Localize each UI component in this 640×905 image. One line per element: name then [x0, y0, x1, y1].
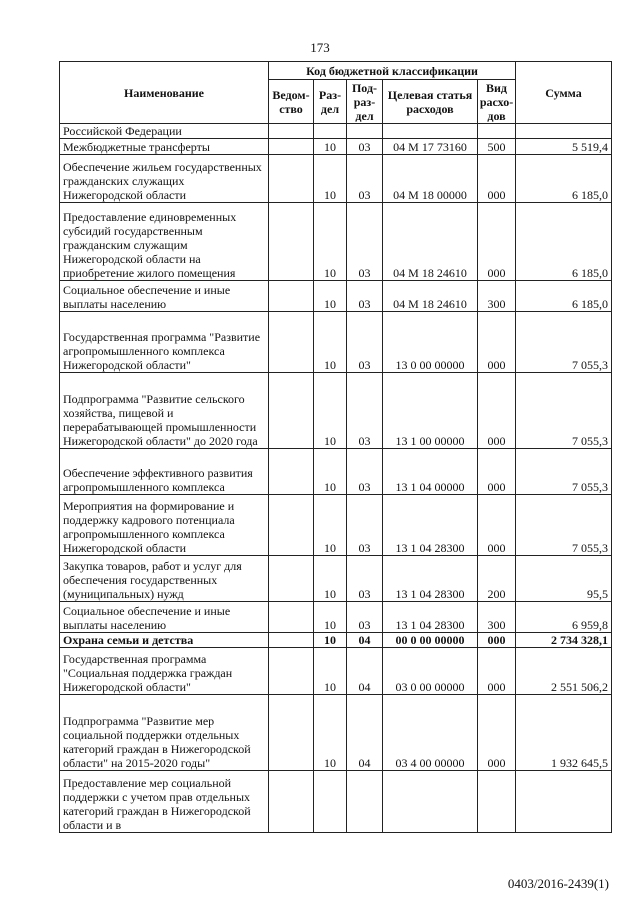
- table-row: [60, 648, 612, 695]
- row-vid: 000: [478, 633, 516, 648]
- row-name: Подпрограмма "Развитие мер социальной поддержки отдельных категорий граждан в Нижегородской области" на 2015-2020 годы": [60, 695, 269, 771]
- row-celevaya: 03 0 00 00000: [383, 648, 478, 695]
- row-razdel: 10: [314, 203, 347, 281]
- row-celevaya: 04 М 18 24610: [383, 203, 478, 281]
- row-podrazdel: 03: [347, 139, 383, 155]
- row-celevaya: [383, 771, 478, 833]
- row-podrazdel: 04: [347, 648, 383, 695]
- row-ved: [269, 203, 314, 281]
- header-razdel: Раз-дел: [314, 80, 347, 124]
- header-celevaya: Целевая статья расходов: [383, 80, 478, 124]
- row-sum: 2 734 328,1: [516, 633, 612, 648]
- row-name: Предоставление мер социальной поддержки с учетом прав отдельных категорий граждан в Нижегородской области и в: [60, 771, 269, 833]
- row-podrazdel: 03: [347, 556, 383, 602]
- table-row: [60, 281, 612, 312]
- header-name: Наименование: [60, 62, 269, 124]
- row-sum: 7 055,3: [516, 373, 612, 449]
- row-ved: [269, 602, 314, 633]
- table-row: [60, 556, 612, 602]
- table-row: [60, 495, 612, 556]
- row-celevaya: 13 1 00 00000: [383, 373, 478, 449]
- row-razdel: 10: [314, 373, 347, 449]
- row-razdel: [314, 124, 347, 139]
- header-sum: Сумма: [516, 62, 612, 124]
- row-razdel: 10: [314, 139, 347, 155]
- table-row: [60, 139, 612, 155]
- table-row: [60, 124, 612, 139]
- document-code: 0403/2016-2439(1): [507, 876, 609, 891]
- row-celevaya: [383, 124, 478, 139]
- row-name: Обеспечение жильем государственных гражданских служащих Нижегородской области: [60, 155, 269, 203]
- row-ved: [269, 124, 314, 139]
- row-razdel: 10: [314, 449, 347, 495]
- row-celevaya: 00 0 00 00000: [383, 633, 478, 648]
- table-row: [60, 449, 612, 495]
- row-vid: [478, 771, 516, 833]
- row-razdel: 10: [314, 602, 347, 633]
- row-sum: 6 185,0: [516, 155, 612, 203]
- table-row: [60, 203, 612, 281]
- row-razdel: 10: [314, 633, 347, 648]
- row-sum: 7 055,3: [516, 312, 612, 373]
- row-razdel: 10: [314, 648, 347, 695]
- row-podrazdel: 03: [347, 449, 383, 495]
- row-name: Охрана семьи и детства: [60, 633, 269, 648]
- row-ved: [269, 373, 314, 449]
- page-number: 173: [310, 40, 330, 55]
- row-sum: [516, 771, 612, 833]
- table-body: [60, 124, 612, 833]
- row-vid: 300: [478, 602, 516, 633]
- row-celevaya: 03 4 00 00000: [383, 695, 478, 771]
- row-name: Подпрограмма "Развитие сельского хозяйства, пищевой и перерабатывающей промышленности Нижегородской области" до 2020 года: [60, 373, 269, 449]
- row-vid: 300: [478, 281, 516, 312]
- row-name: Закупка товаров, работ и услуг для обеспечения государственных (муниципальных) нужд: [60, 556, 269, 602]
- row-ved: [269, 695, 314, 771]
- row-sum: 1 932 645,5: [516, 695, 612, 771]
- row-celevaya: 13 1 04 28300: [383, 602, 478, 633]
- row-sum: 95,5: [516, 556, 612, 602]
- row-name: Обеспечение эффективного развития агропромышленного комплекса: [60, 449, 269, 495]
- row-vid: 200: [478, 556, 516, 602]
- row-ved: [269, 281, 314, 312]
- row-ved: [269, 495, 314, 556]
- row-vid: 500: [478, 139, 516, 155]
- row-ved: [269, 449, 314, 495]
- table-row: [60, 155, 612, 203]
- row-celevaya: 13 1 04 28300: [383, 495, 478, 556]
- row-celevaya: 13 1 04 00000: [383, 449, 478, 495]
- row-celevaya: 04 М 17 73160: [383, 139, 478, 155]
- table-row: [60, 633, 612, 648]
- row-sum: 7 055,3: [516, 449, 612, 495]
- row-ved: [269, 155, 314, 203]
- row-podrazdel: [347, 771, 383, 833]
- table-row: [60, 602, 612, 633]
- row-name: Социальное обеспечение и иные выплаты населению: [60, 602, 269, 633]
- row-podrazdel: 03: [347, 155, 383, 203]
- row-podrazdel: [347, 124, 383, 139]
- row-podrazdel: 03: [347, 602, 383, 633]
- row-vid: 000: [478, 203, 516, 281]
- row-vid: 000: [478, 155, 516, 203]
- row-razdel: 10: [314, 155, 347, 203]
- row-celevaya: 04 М 18 00000: [383, 155, 478, 203]
- row-razdel: 10: [314, 495, 347, 556]
- row-name: Российской Федерации: [60, 124, 269, 139]
- row-name: Предоставление единовременных субсидий государственным гражданским служащим Нижегородской области на приобретение жилого помещения: [60, 203, 269, 281]
- row-vid: 000: [478, 495, 516, 556]
- row-podrazdel: 03: [347, 203, 383, 281]
- row-ved: [269, 139, 314, 155]
- row-podrazdel: 03: [347, 373, 383, 449]
- row-vid: 000: [478, 695, 516, 771]
- row-razdel: 10: [314, 281, 347, 312]
- row-ved: [269, 648, 314, 695]
- row-razdel: [314, 771, 347, 833]
- row-sum: 6 185,0: [516, 281, 612, 312]
- row-sum: 6 185,0: [516, 203, 612, 281]
- row-razdel: 10: [314, 556, 347, 602]
- row-name: Межбюджетные трансферты: [60, 139, 269, 155]
- row-sum: 7 055,3: [516, 495, 612, 556]
- table-row: [60, 373, 612, 449]
- row-name: Государственная программа "Социальная поддержка граждан Нижегородской области": [60, 648, 269, 695]
- row-sum: 6 959,8: [516, 602, 612, 633]
- row-podrazdel: 03: [347, 312, 383, 373]
- row-razdel: 10: [314, 695, 347, 771]
- row-vid: 000: [478, 373, 516, 449]
- row-ved: [269, 556, 314, 602]
- row-vid: 000: [478, 312, 516, 373]
- row-podrazdel: 04: [347, 633, 383, 648]
- row-sum: 5 519,4: [516, 139, 612, 155]
- header-code-group: Код бюджетной классификации: [269, 62, 516, 80]
- row-ved: [269, 312, 314, 373]
- table-row: [60, 312, 612, 373]
- row-celevaya: 13 0 00 00000: [383, 312, 478, 373]
- row-vid: 000: [478, 648, 516, 695]
- header-podrazdel: Под-раз-дел: [347, 80, 383, 124]
- budget-table: [59, 61, 612, 833]
- row-podrazdel: 03: [347, 281, 383, 312]
- row-name: Государственная программа "Развитие агропромышленного комплекса Нижегородской области": [60, 312, 269, 373]
- row-name: Социальное обеспечение и иные выплаты населению: [60, 281, 269, 312]
- row-name: Мероприятия на формирование и поддержку кадрового потенциала агропромышленного комплекса Нижегородской области: [60, 495, 269, 556]
- row-celevaya: 04 М 18 24610: [383, 281, 478, 312]
- header-vid: Вид расхо-дов: [478, 80, 516, 124]
- table-header: [60, 62, 612, 124]
- row-vid: [478, 124, 516, 139]
- row-razdel: 10: [314, 312, 347, 373]
- row-sum: [516, 124, 612, 139]
- header-ved: Ведом-ство: [269, 80, 314, 124]
- row-podrazdel: 03: [347, 495, 383, 556]
- row-celevaya: 13 1 04 28300: [383, 556, 478, 602]
- row-ved: [269, 771, 314, 833]
- row-sum: 2 551 506,2: [516, 648, 612, 695]
- row-ved: [269, 633, 314, 648]
- table-row: [60, 771, 612, 833]
- row-podrazdel: 04: [347, 695, 383, 771]
- table-row: [60, 695, 612, 771]
- row-vid: 000: [478, 449, 516, 495]
